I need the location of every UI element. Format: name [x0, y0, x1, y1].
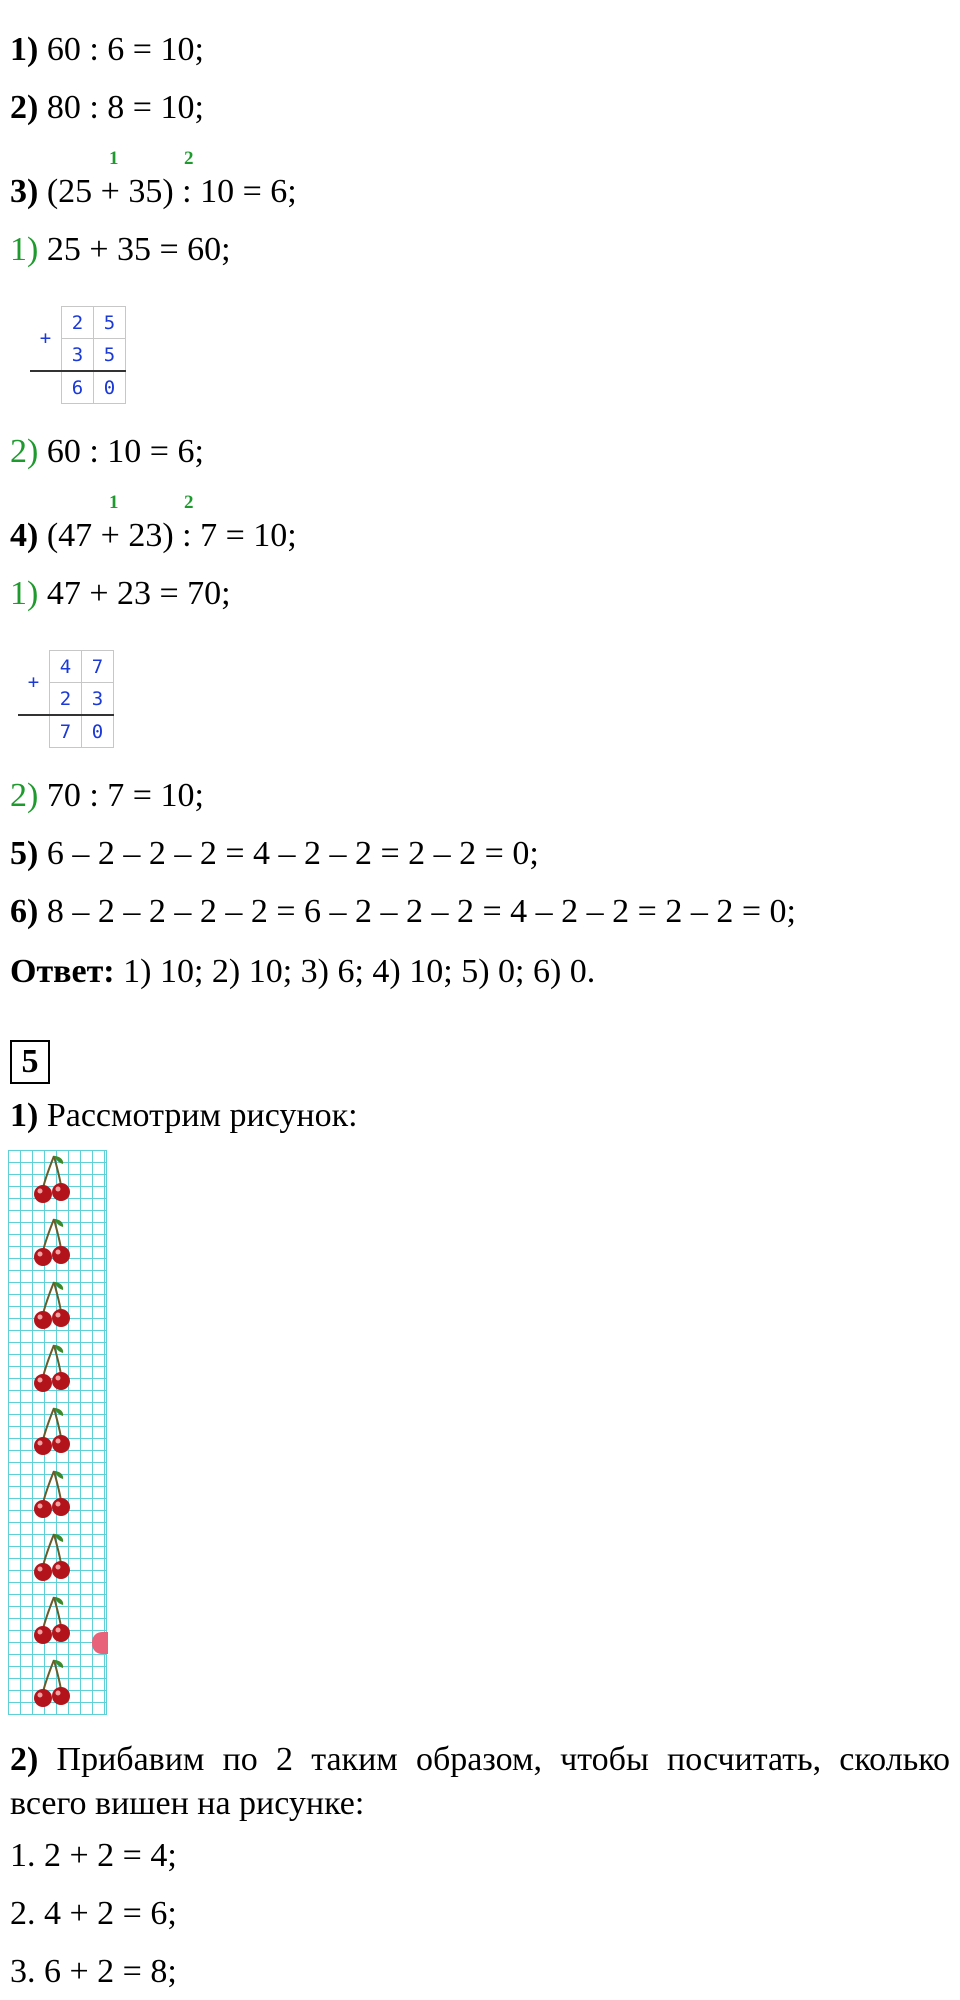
sum-step-1: 1. 2 + 2 = 4;: [10, 1837, 177, 1874]
task5-step-2: 2) Прибавим по 2 таким образом, чтобы посчитать, сколько всего вишен на рисунке:: [10, 1741, 950, 1822]
empty-cell: [30, 371, 62, 404]
digit: 7: [50, 715, 82, 748]
column-addition-1: [30, 306, 126, 404]
sum-step-2: 2. 4 + 2 = 6;: [10, 1895, 177, 1932]
plus-sign: +: [18, 651, 50, 716]
expr-4-step-2: 2) 70 : 7 = 10;: [10, 777, 204, 814]
sum-step-3: 3. 6 + 2 = 8;: [10, 1953, 177, 1990]
cherry-icon: [30, 1406, 74, 1456]
plus-sign: +: [30, 307, 62, 372]
answer-line: Ответ: 1) 10; 2) 10; 3) 6; 4) 10; 5) 0; 6) 0.: [10, 953, 596, 990]
expr-2: 2) 80 : 8 = 10;: [10, 89, 204, 126]
digit: 2: [62, 307, 94, 339]
expr-4-step-1: 1) 47 + 23 = 70;: [10, 575, 231, 612]
digit: 5: [94, 307, 126, 339]
cherry-icon: [30, 1469, 74, 1519]
digit: 4: [50, 651, 82, 683]
cherry-icon: [30, 1343, 74, 1393]
digit: 6: [62, 371, 94, 404]
decorative-mark: [92, 1632, 108, 1654]
order-mark-2: 2: [184, 148, 194, 169]
expr-1: 1) 60 : 6 = 10;: [10, 31, 204, 68]
digit: 3: [82, 683, 114, 716]
digit: 0: [82, 715, 114, 748]
expr-3: 3) (25 + 35) : 10 = 6;: [10, 173, 297, 210]
digit: 0: [94, 371, 126, 404]
cherry-icon: [30, 1154, 74, 1204]
order-mark-2: 2: [184, 492, 194, 513]
digit: 7: [82, 651, 114, 683]
order-mark-1: 1: [109, 148, 119, 169]
cherry-icon: [30, 1658, 74, 1708]
task-number-box: 5: [10, 1040, 50, 1084]
expr-4: 4) (47 + 23) : 7 = 10;: [10, 517, 297, 554]
cherry-icon: [30, 1280, 74, 1330]
column-addition-2: [18, 650, 114, 748]
cherry-icon: [30, 1532, 74, 1582]
cherry-icon: [30, 1595, 74, 1645]
expr-3-step-1: 1) 25 + 35 = 60;: [10, 231, 231, 268]
digit: 3: [62, 339, 94, 372]
digit: 2: [50, 683, 82, 716]
cherry-picture: [8, 1150, 107, 1715]
cherry-icon: [30, 1217, 74, 1267]
order-mark-1: 1: [109, 492, 119, 513]
expr-3-step-2: 2) 60 : 10 = 6;: [10, 433, 204, 470]
digit: 5: [94, 339, 126, 372]
empty-cell: [18, 715, 50, 748]
task5-step-1: 1) Рассмотрим рисунок:: [10, 1097, 358, 1134]
expr-5: 5) 6 – 2 – 2 – 2 = 4 – 2 – 2 = 2 – 2 = 0;: [10, 835, 539, 872]
expr-6: 6) 8 – 2 – 2 – 2 – 2 = 6 – 2 – 2 – 2 = 4 – 2 – 2 = 2 – 2 = 0;: [10, 893, 796, 930]
